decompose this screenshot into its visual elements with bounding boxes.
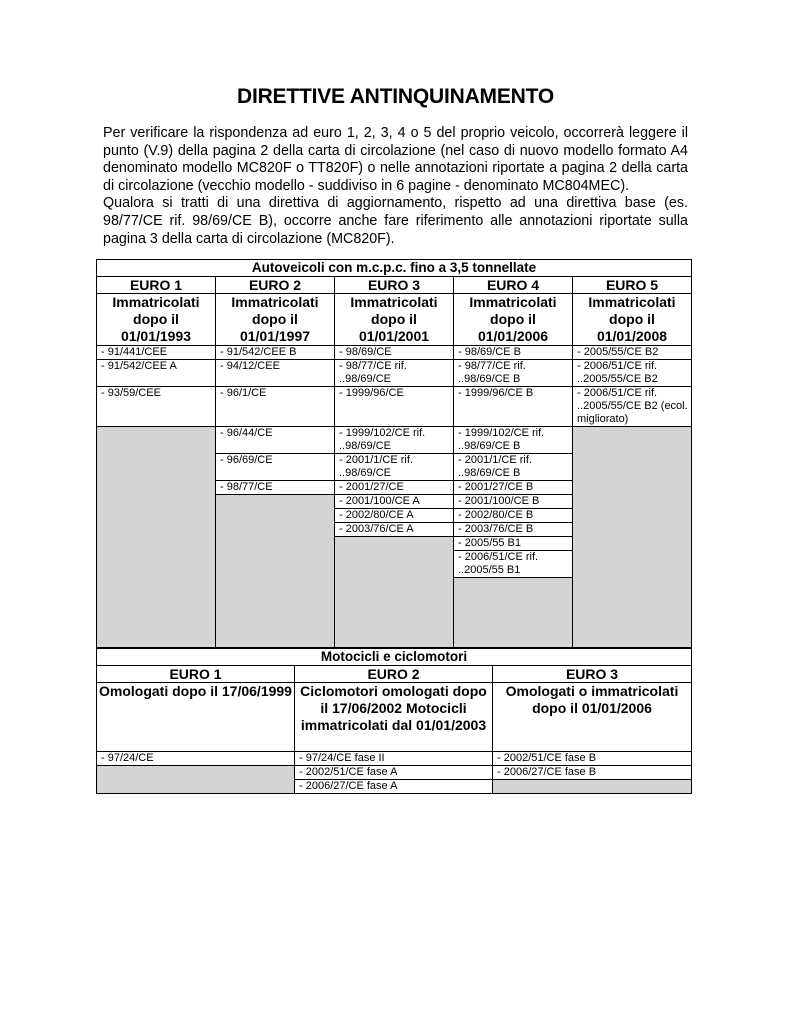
table-caption: Autoveicoli con m.c.p.c. fino a 3,5 tonnellate bbox=[97, 260, 692, 277]
table-row bbox=[97, 346, 692, 360]
column-subheader: Immatricolati dopo il 01/01/1993 bbox=[97, 294, 216, 346]
table-cell: - 96/44/CE bbox=[216, 427, 335, 454]
column-header: EURO 1 bbox=[97, 277, 216, 294]
column-header: EURO 1 bbox=[97, 666, 295, 683]
table-cell: - 2001/100/CE B bbox=[454, 495, 573, 509]
table-cell: - 2001/100/CE A bbox=[335, 495, 454, 509]
table-row bbox=[97, 427, 692, 454]
empty-cell bbox=[493, 780, 692, 794]
table-cell: - 2001/1/CE rif. ..98/69/CE bbox=[335, 454, 454, 481]
table-cell: - 2006/27/CE fase A bbox=[295, 780, 493, 794]
table-cell: - 1999/102/CE rif. ..98/69/CE B bbox=[454, 427, 573, 454]
table-cell: - 2002/51/CE fase B bbox=[493, 752, 692, 766]
empty-cell bbox=[216, 495, 335, 648]
table-row bbox=[97, 387, 692, 427]
table-cell: - 2006/51/CE rif. ..2005/55 B1 bbox=[454, 551, 573, 578]
table-cell: - 2001/27/CE B bbox=[454, 481, 573, 495]
table-cell: - 91/542/CEE A bbox=[97, 360, 216, 387]
table-cell: - 93/59/CEE bbox=[97, 387, 216, 427]
table-row bbox=[97, 766, 692, 780]
table-cell: - 96/1/CE bbox=[216, 387, 335, 427]
column-subheader: Immatricolati dopo il 01/01/2006 bbox=[454, 294, 573, 346]
table-cell: - 2006/27/CE fase B bbox=[493, 766, 692, 780]
intro-text bbox=[103, 125, 688, 248]
column-subheader: Omologati o immatricolati dopo il 01/01/2006 bbox=[493, 683, 692, 752]
intro-paragraph: Per verificare la rispondenza ad euro 1, 2, 3, 4 o 5 del proprio veicolo, occorrerà leggere il punto (V.9) della pagina 2 della carta di circolazione (nel caso di nuovo modello formato A4 denominato modello MC820F o TT820F) o nelle annotazioni riportate a pagina 2 della carta di circolazione (vecchio modello - suddiviso in 6 pagine - denominato MC804MEC). bbox=[103, 125, 688, 194]
page-title: DIRETTIVE ANTINQUINAMENTO bbox=[236, 85, 554, 108]
table-cell: - 94/12/CEE bbox=[216, 360, 335, 387]
table-cell: - 2006/51/CE rif. ..2005/55/CE B2 bbox=[573, 360, 692, 387]
table-cell: - 2002/80/CE A bbox=[335, 509, 454, 523]
table-cell: - 1999/102/CE rif. ..98/69/CE bbox=[335, 427, 454, 454]
table-cell: - 96/69/CE bbox=[216, 454, 335, 481]
table-cell: - 97/24/CE bbox=[97, 752, 295, 766]
table-cell: - 2005/55/CE B2 bbox=[573, 346, 692, 360]
table-cell: - 98/77/CE rif. ..98/69/CE bbox=[335, 360, 454, 387]
column-subheader: Omologati dopo il 17/06/1999 bbox=[97, 683, 295, 752]
column-header: EURO 2 bbox=[295, 666, 493, 683]
table-cell: - 98/69/CE B bbox=[454, 346, 573, 360]
table-autoveicoli bbox=[96, 259, 692, 648]
table-cell: - 2003/76/CE A bbox=[335, 523, 454, 537]
table-caption: Motocicli e ciclomotori bbox=[97, 649, 692, 666]
table-cell: - 97/24/CE fase II bbox=[295, 752, 493, 766]
table-cell: - 91/441/CEE bbox=[97, 346, 216, 360]
table-cell: - 1999/96/CE bbox=[335, 387, 454, 427]
table-cell: - 2006/51/CE rif. ..2005/55/CE B2 (ecol. migliorato) bbox=[573, 387, 692, 427]
column-header: EURO 2 bbox=[216, 277, 335, 294]
empty-cell bbox=[335, 537, 454, 648]
table-cell: - 2001/27/CE bbox=[335, 481, 454, 495]
table-cell: - 2003/76/CE B bbox=[454, 523, 573, 537]
empty-cell bbox=[454, 578, 573, 648]
table-motocicli bbox=[96, 648, 692, 794]
empty-cell bbox=[97, 766, 295, 794]
table-cell: - 2001/1/CE rif. ..98/69/CE B bbox=[454, 454, 573, 481]
column-subheader: Immatricolati dopo il 01/01/1997 bbox=[216, 294, 335, 346]
column-header: EURO 4 bbox=[454, 277, 573, 294]
table-cell: - 98/69/CE bbox=[335, 346, 454, 360]
empty-cell bbox=[573, 427, 692, 648]
column-header: EURO 3 bbox=[335, 277, 454, 294]
column-subheader: Immatricolati dopo il 01/01/2008 bbox=[573, 294, 692, 346]
table-cell: - 2005/55 B1 bbox=[454, 537, 573, 551]
table-cell: - 1999/96/CE B bbox=[454, 387, 573, 427]
column-subheader: Immatricolati dopo il 01/01/2001 bbox=[335, 294, 454, 346]
table-cell: - 98/77/CE bbox=[216, 481, 335, 495]
table-cell: - 2002/51/CE fase A bbox=[295, 766, 493, 780]
column-header: EURO 5 bbox=[573, 277, 692, 294]
table-cell: - 91/542/CEE B bbox=[216, 346, 335, 360]
table-cell: - 98/77/CE rif. ..98/69/CE B bbox=[454, 360, 573, 387]
table-row bbox=[97, 360, 692, 387]
intro-paragraph: Qualora si tratti di una direttiva di aggiornamento, rispetto ad una direttiva base (es. 98/77/CE rif. 98/69/CE B), occorre anche fare riferimento alle annotazioni riportate sulla pagina 3 della carta di circolazione (MC820F). bbox=[103, 195, 688, 247]
table-row bbox=[97, 752, 692, 766]
table-cell: - 2002/80/CE B bbox=[454, 509, 573, 523]
empty-cell bbox=[97, 427, 216, 648]
column-subheader: Ciclomotori omologati dopo il 17/06/2002 Motocicli immatricolati dal 01/01/2003 bbox=[295, 683, 493, 752]
column-header: EURO 3 bbox=[493, 666, 692, 683]
